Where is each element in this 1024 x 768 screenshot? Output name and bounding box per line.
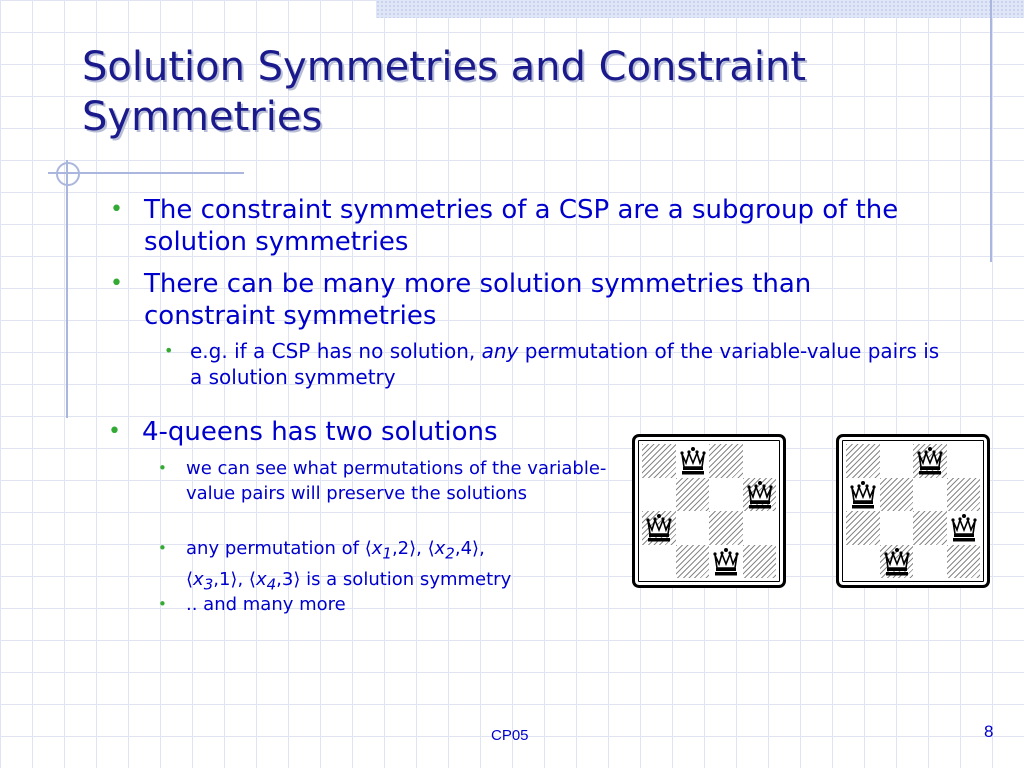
bullet-dot: • [108, 419, 121, 444]
sub-bullet-example [164, 338, 950, 390]
queen-icon [745, 480, 775, 510]
queen-icon [915, 446, 945, 476]
queen-icon [711, 547, 741, 577]
bullet-text: 4-queens has two solutions [142, 417, 498, 447]
queen-icon [882, 547, 912, 577]
perm-pair-4: $⟨x_4,3⟩$ [248, 568, 301, 594]
bullet-dot: • [158, 459, 167, 477]
sub-bullet-text: we can see what permutations of the variable-value pairs will preserve the solutions [186, 458, 607, 504]
sub-bullet-text: .. and many more [186, 594, 346, 615]
board-square [880, 511, 914, 545]
board-square [743, 511, 777, 545]
board-square [913, 511, 947, 545]
board-square [880, 478, 914, 512]
queen-icon [848, 480, 878, 510]
bullet-dot: • [110, 197, 123, 222]
example-prefix: e.g. if a CSP has no solution, [190, 339, 482, 363]
board-square [709, 478, 743, 512]
board-square [676, 545, 710, 579]
decor-right-line [990, 0, 992, 262]
board-square [846, 545, 880, 579]
board-square [642, 444, 676, 478]
decor-circle [56, 162, 80, 186]
perm-pair-1: $⟨x_1,2⟩$ [364, 538, 417, 563]
example-suffix: permutation of the variable-value pairs is a solution symmetry [190, 339, 940, 389]
board-square [846, 444, 880, 478]
perm-lead: any permutation of [186, 538, 365, 559]
example-emphasis: any [481, 339, 519, 363]
queen-icon [949, 513, 979, 543]
bullet-text: The constraint symmetries of a CSP are a subgroup of the solution symmetries [144, 195, 899, 257]
bullet-more-solution-symmetries [110, 268, 944, 332]
chessboard-grid [642, 444, 776, 578]
perm-pair-2: $⟨x_2,4⟩$ [427, 538, 480, 563]
board-square [642, 478, 676, 512]
bullet-dot: • [158, 539, 167, 557]
perm-tail: is a solution symmetry [300, 568, 512, 590]
board-square [743, 545, 777, 579]
sub-bullet-permutations [158, 456, 626, 506]
decor-vertical-line [66, 160, 68, 418]
top-decor-band [376, 0, 1024, 18]
board-square [676, 511, 710, 545]
bullet-text: There can be many more solution symmetries than constraint symmetries [144, 269, 812, 331]
board-square [846, 511, 880, 545]
board-square [743, 444, 777, 478]
queens-board-2 [836, 434, 990, 588]
title-line-1: Solution Symmetries and Constraint [82, 44, 807, 90]
sub-bullet-any-permutation: • any permutation of $⟨x_1,2⟩$, $⟨x_2,4⟩$, $⟨x_3,1⟩$, $⟨x_4,3⟩$ is a solution symmetry [158, 538, 512, 594]
title-line-2: Symmetries [82, 94, 323, 140]
queen-icon [644, 513, 674, 543]
sub-bullet-many-more [158, 592, 626, 617]
bullet-dot: • [158, 595, 167, 613]
board-square [880, 444, 914, 478]
board-square [913, 545, 947, 579]
board-square [709, 444, 743, 478]
bullet-dot: • [110, 271, 123, 296]
board-square [642, 545, 676, 579]
slide-footer: CP05 [491, 727, 529, 744]
queens-board-1 [632, 434, 786, 588]
bullet-four-queens [108, 416, 602, 448]
bullet-constraint-subgroup [110, 194, 944, 258]
slide-title [82, 42, 982, 142]
perm-pair-3: $⟨x_3,1⟩$ [186, 568, 238, 594]
board-square [947, 545, 981, 579]
page-number: 8 [984, 722, 994, 741]
board-square [913, 478, 947, 512]
board-square [676, 478, 710, 512]
bullet-dot: • [164, 341, 174, 360]
chessboard-grid [846, 444, 980, 578]
board-square [947, 478, 981, 512]
queen-icon [678, 446, 708, 476]
board-square [947, 444, 981, 478]
board-square [709, 511, 743, 545]
